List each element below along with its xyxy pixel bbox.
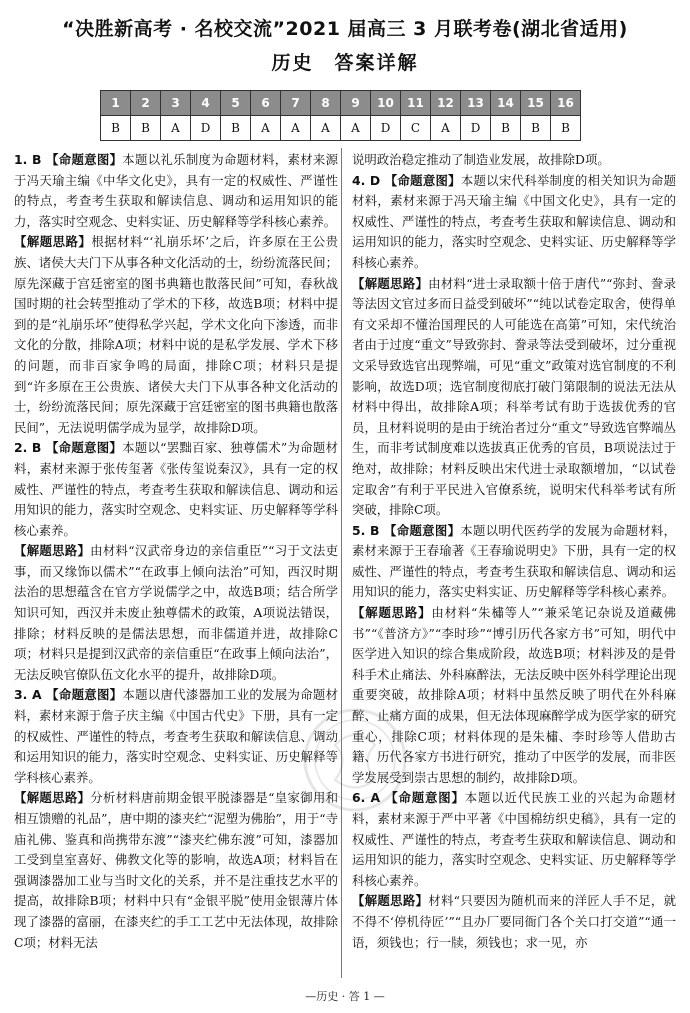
answer-number-cell: 9	[341, 91, 371, 116]
explanation-paragraph	[352, 891, 676, 953]
answer-number-cell: 12	[431, 91, 461, 116]
answer-key-cell: D	[371, 116, 401, 141]
paragraph-text: 本题以礼乐制度为命题材料，素材来源于冯天瑜主编《中华文化史》，具有一定的权威性、严谨性的特点，考查考生获取和解读信息、调动和运用知识的能力，落实时空观念、史料实证、历史解释等学科核心素养。	[14, 152, 338, 229]
answer-number-cell: 1	[101, 91, 131, 116]
explanation-paragraph	[352, 171, 676, 274]
paragraph-text: 本题以唐代漆器加工业的发展为命题材料，素材来源于詹子庆主编《中国古代史》下册，具有一定的权威性、严谨性的特点，考查考生获取和解读信息、调动和运用知识的能力，落实时空观念、史料实证、历史解释等学科核心素养。	[14, 687, 339, 785]
paragraph-lead: 【解题思路】	[352, 893, 429, 909]
answer-key-cell: C	[401, 116, 431, 141]
answer-key-cell: D	[461, 116, 491, 141]
paragraph-lead: 【解题思路】	[14, 543, 91, 559]
answer-number-cell: 13	[461, 91, 491, 116]
answer-number-cell: 16	[551, 91, 581, 116]
answer-key-cell: B	[551, 116, 581, 141]
explanation-paragraph	[14, 150, 338, 232]
answer-key-cell: B	[491, 116, 521, 141]
answer-key-cell: A	[431, 116, 461, 141]
explanation-paragraph	[14, 788, 338, 953]
right-column	[352, 150, 676, 953]
page-subtitle: 历史 答案详解	[271, 52, 419, 74]
paragraph-lead: 【解题思路】	[352, 275, 429, 291]
paragraph-lead: 【解题思路】	[14, 234, 92, 250]
paragraph-text: 根据材料“‘礼崩乐坏’之后，许多原在王公贵族、诸侯大夫门下从事各种文化活动的士，纷纷流落民间；原先深藏于宫廷密室的图书典籍也散落民间”可知，春秋战国时期的社会转型推动了学术的下移，故选B项；材料中提到的是“礼崩乐坏”使得私学兴起，学术文化向下渗透，而非文化的分散，排除A项；材料中说的是私学发展、学术下移的问题，而非百家争鸣的局面，排除C项；材料只是提到“许多原在王公贵族、诸侯大夫门下从事各种文化活动的士，纷纷流落民间；原先深藏于宫廷密室的图书典籍也散落民间”，无法说明儒学成为显学，故排除D项。	[14, 234, 338, 435]
answer-number-cell: 10	[371, 91, 401, 116]
answer-key-table	[100, 90, 581, 141]
answer-key-cell: A	[281, 116, 311, 141]
paragraph-lead: 【解题思路】	[352, 605, 432, 621]
paragraph-lead: 6. A 【命题意图】	[352, 790, 465, 806]
paragraph-lead: 3. A 【命题意图】	[14, 687, 123, 703]
explanation-paragraph	[14, 232, 338, 438]
explanation-paragraph	[14, 541, 338, 685]
answer-key-cell: A	[161, 116, 191, 141]
answer-number-cell: 14	[491, 91, 521, 116]
explanation-paragraph	[352, 521, 676, 603]
page-title: “决胜新高考 · 名校交流”2021 届高三 3 月联考卷(湖北省适用)	[62, 18, 628, 40]
paragraph-lead: 【解题思路】	[14, 790, 91, 806]
paragraph-text: 分析材料唐前期金银平脱漆器是“皇家御用和相互馈赠的礼品”，唐中期的漆夹纻“泥塑为佛胎”，用于“寺庙礼佛、鉴真和尚携带东渡”“漆夹纻佛东渡”可知，漆器加工受到皇室喜好、佛教文化等的影响，故选A项；材料旨在强调漆器加工业与当时文化的关系，并不是注重技艺水平的提高，故排除B项；材料中只有“金银平脱”使用金银薄片体现了漆器的富丽，在漆夹纻的手工工艺中无法体现，故排除C项；材料无法	[14, 790, 339, 950]
answer-number-cell: 15	[521, 91, 551, 116]
paragraph-text: 由材料“进士录取额十倍于唐代”“弥封、誊录等法因文官过多而日益受到破坏”“纯以试卷定取舍，使得单有文采却不懂治国理民的人可能选在高第”可知，宋代统治者由于过度“重文”导致弥封、誊录等法受到破坏，过分重视文采导致选官出现弊端，可见“重文”政策对选官制度的不利影响，故选D项；选官制度彻底打破门第限制的说法无法从材料中得出，故排除A项；科举考试有助于选拔优秀的官员，且材料说明的是由于统治者过分“重文”导致选官弊端丛生，而非考试制度难以选拔真正优秀的官员，B项说法过于绝对，故排除；材料反映出宋代进士录取额增加，“以试卷定取舍”有利于平民进入官僚系统，说明宋代科举考试有所突破，排除C项。	[352, 275, 676, 518]
answer-number-cell: 6	[251, 91, 281, 116]
answer-key-cell: B	[221, 116, 251, 141]
answer-number-cell: 7	[281, 91, 311, 116]
answer-key-cell: B	[101, 116, 131, 141]
column-divider	[341, 148, 342, 978]
explanation-paragraph	[14, 685, 338, 788]
answer-number-cell: 2	[131, 91, 161, 116]
answer-key-cell: A	[311, 116, 341, 141]
answer-number-cell: 3	[161, 91, 191, 116]
answer-key-cell: A	[341, 116, 371, 141]
paragraph-text: 材料“只要因为随机而来的洋匠人手不足，就不得不‘停机待匠’”“且办厂要同衙门各个关口打交道”“通一语，须钱也；行一牍，须钱也；求一见，亦	[352, 893, 677, 950]
answer-number-cell: 5	[221, 91, 251, 116]
paragraph-text: 本题以近代民族工业的兴起为命题材料，素材来源于严中平著《中国棉纺织史稿》，具有一定的权威性、严谨性的特点，考查考生获取和解读信息、调动和运用知识的能力，落实时空观念、史料实证、历史解释等学科核心素养。	[352, 790, 676, 888]
paragraph-text: 说明政治稳定推动了制造业发展，故排除D项。	[352, 152, 610, 167]
page-footer: —历史 · 答 1 —	[305, 990, 385, 1003]
answer-key-cell: B	[521, 116, 551, 141]
left-column	[14, 150, 338, 953]
explanation-paragraph	[352, 274, 676, 521]
explanation-paragraph	[14, 438, 338, 541]
explanation-paragraph	[352, 150, 676, 171]
answer-number-cell: 11	[401, 91, 431, 116]
paragraph-text: 本题以明代医药学的发展为命题材料，素材来源于王春瑜著《王春瑜说明史》下册，具有一定的权威性、严谨性的特点，考查考生获取和解读信息、调动和运用知识的能力，落实史料实证、历史解释等学科核心素养。	[352, 522, 676, 600]
answer-key-cell: B	[131, 116, 161, 141]
paragraph-text: 由材料“朱橚等人”“兼采笔记杂说及道藏佛书”“《普济方》”“李时珍”“博引历代各家方书”可知，明代中医学进入知识的综合集成阶段，故选B项；材料涉及的是骨科手术止痛法、外科麻醉法，无法反映中医外科学理论出现重要突破，故排除A项；材料中虽然反映了明代在外科麻醉、止痛方面的成果，但无法体现麻醉学成为医学家的研究重心，排除C项；材料体现的是朱橚、李时珍等人借助古籍、历代各家方书进行研究，推动了中医学的发展，而非医学发展受到崇古思想的制约，故排除D项。	[352, 605, 676, 785]
paragraph-text: 本题以“罢黜百家、独尊儒术”为命题材料，素材来源于张传玺著《张传玺说秦汉》，具有一定的权威性、严谨性的特点，考查考生获取和解读信息、调动和运用知识的能力，落实时空观念、史料实证、历史解释等学科核心素养。	[14, 440, 338, 538]
paragraph-lead: 5. B 【命题意图】	[352, 522, 461, 538]
school-seal-watermark-icon	[300, 705, 410, 815]
paragraph-text: 本题以宋代科举制度的相关知识为命题材料，素材来源于冯天瑜主编《中国文化史》，具有一定的权威性、严谨性的特点，考查考生获取和解读信息、调动和运用知识的能力，落实时空观念、史料实证、历史解释等学科核心素养。	[352, 172, 676, 270]
answer-number-cell: 8	[311, 91, 341, 116]
answer-key-cell: D	[191, 116, 221, 141]
paragraph-lead: 2. B 【命题意图】	[14, 440, 123, 456]
paragraph-lead: 1. B 【命题意图】	[14, 152, 123, 167]
paragraph-text: 由材料“汉武帝身边的亲信重臣”“习于文法吏事，而又缘饰以儒术”“在政事上倾向法治”可知，西汉时期法治的思想蕴含在官方学说儒学之中，故选B项；结合所学知识可知，西汉并未废止独尊儒术的政策，A项说法错误，排除；材料反映的是儒法思想，而非儒道并进，故排除C项；材料只是提到汉武帝的亲信重臣“在政事上倾向法治”，无法反映官僚队伍文化水平的提升，故排除D项。	[14, 543, 338, 682]
paragraph-lead: 4. D 【命题意图】	[352, 172, 461, 188]
answer-key-cell: A	[251, 116, 281, 141]
answer-key-row	[101, 116, 581, 141]
answer-number-row	[101, 91, 581, 116]
answer-number-cell: 4	[191, 91, 221, 116]
